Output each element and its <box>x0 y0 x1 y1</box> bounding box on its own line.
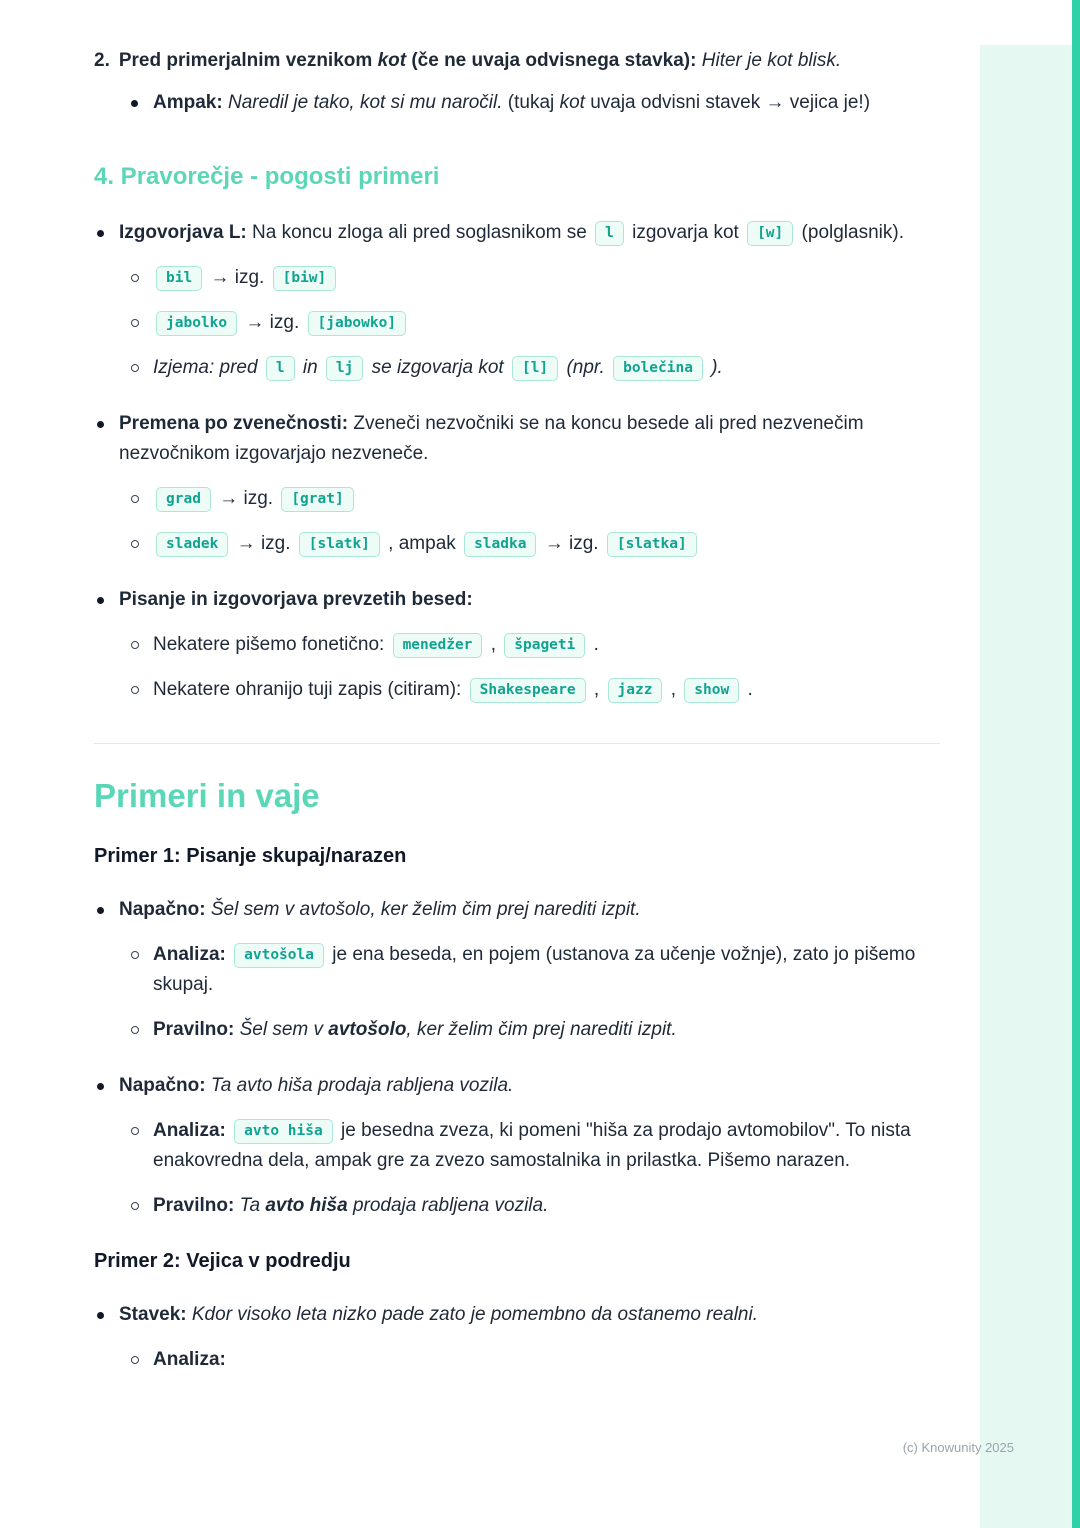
subbullet-grad <box>128 484 940 514</box>
subbullet-pravilno1 <box>128 1015 940 1045</box>
circle-bullet-icon <box>131 495 139 503</box>
subbullet-pravilno2-text: Pravilno: Ta avto hiša prodaja rabljena vozila. <box>153 1195 549 1216</box>
subheading-primer2: Primer 2: Vejica v podredju <box>94 1250 351 1272</box>
bullet-premena <box>94 409 940 469</box>
subbullet-jabolko <box>128 308 940 338</box>
subbullet-bil <box>128 263 940 293</box>
circle-bullet-icon <box>131 274 139 282</box>
bullet-izgovorjava-text: Izgovorjava L: Na koncu zloga ali pred soglasnikom se l izgovarja kot [w] (polglasnik). <box>119 218 940 248</box>
subheading-primer1: Primer 1: Pisanje skupaj/narazen <box>94 845 407 867</box>
right-margin-panel <box>980 45 1072 1528</box>
ordered-item-text: Pred primerjalnim veznikom kot (če ne uvaja odvisnega stavka): Hiter je kot blisk. <box>118 50 842 71</box>
bullet-napacno1 <box>94 895 940 925</box>
bullet-ampak <box>128 88 940 118</box>
bullet-icon <box>97 421 104 428</box>
bullet-napacno2-text: Napačno: Ta avto hiša prodaja rabljena vozila. <box>119 1075 514 1096</box>
circle-bullet-icon <box>131 641 139 649</box>
bullet-icon <box>97 1083 104 1090</box>
subbullet-analiza3 <box>128 1345 940 1375</box>
subbullet-tuji-text: Nekatere ohranijo tuji zapis (citiram): Shakespeare , jazz , show . <box>153 675 940 705</box>
page-heading-primeri: Primeri in vaje <box>94 777 320 814</box>
circle-bullet-icon <box>131 364 139 372</box>
bullet-icon <box>97 1312 104 1319</box>
circle-bullet-icon <box>131 1026 139 1034</box>
ordered-item-2 <box>94 46 940 76</box>
bullet-stavek-text: Stavek: Kdor visoko leta nizko pade zato je pomembno da ostanemo realni. <box>119 1304 759 1325</box>
bullet-icon <box>97 230 104 237</box>
circle-bullet-icon <box>131 1202 139 1210</box>
bullet-stavek <box>94 1300 940 1330</box>
bullet-pisanje <box>94 585 940 615</box>
subbullet-analiza1-text: Analiza: avtošola je ena beseda, en pojem (ustanova za učenje vožnje), zato jo pišemo skupaj. <box>153 944 916 995</box>
bullet-icon <box>131 100 138 107</box>
bullet-napacno2 <box>94 1071 940 1101</box>
right-edge-strip <box>1072 0 1080 1528</box>
subbullet-grad-text: grad → izg. [grat] <box>153 484 940 514</box>
circle-bullet-icon <box>131 1127 139 1135</box>
bullet-izgovorjava <box>94 218 940 248</box>
subbullet-analiza2 <box>128 1116 940 1176</box>
circle-bullet-icon <box>131 686 139 694</box>
subbullet-izjema-text: Izjema: pred l in lj se izgovarja kot [l] (npr. bolečina ). <box>153 353 940 383</box>
bullet-icon <box>97 907 104 914</box>
circle-bullet-icon <box>131 319 139 327</box>
circle-bullet-icon <box>131 1356 139 1364</box>
circle-bullet-icon <box>131 540 139 548</box>
subbullet-analiza3-text: Analiza: <box>153 1349 226 1370</box>
subbullet-sladek-text: sladek → izg. [slatk] , ampak sladka → izg. [slatka] <box>153 529 940 559</box>
subbullet-bil-text: bil → izg. [biw] <box>153 263 940 293</box>
bullet-icon <box>97 597 104 604</box>
footer-credit: (c) Knowunity 2025 <box>902 1440 1014 1455</box>
section-heading-pravorecje: 4. Pravorečje - pogosti primeri <box>94 163 440 190</box>
bullet-napacno1-text: Napačno: Šel sem v avtošolo, ker želim čim prej narediti izpit. <box>119 899 641 920</box>
subbullet-pravilno1-text: Pravilno: Šel sem v avtošolo, ker želim čim prej narediti izpit. <box>153 1019 677 1040</box>
bullet-pisanje-text: Pisanje in izgovorjava prevzetih besed: <box>119 589 473 610</box>
circle-bullet-icon <box>131 951 139 959</box>
subbullet-foneticno-text: Nekatere pišemo fonetično: menedžer , špageti . <box>153 630 940 660</box>
bullet-premena-text: Premena po zvenečnosti: Zveneči nezvočniki se na koncu besede ali pred nezvenečim nezvočnikom izgovarjajo nezveneče. <box>119 413 864 464</box>
subbullet-analiza1 <box>128 940 940 1000</box>
subbullet-foneticno <box>128 630 940 660</box>
bullet-ampak-text: Ampak: Naredil je tako, kot si mu naročil. (tukaj kot uvaja odvisni stavek → vejica je!) <box>153 92 871 113</box>
subbullet-sladek <box>128 529 940 559</box>
subbullet-jabolko-text: jabolko → izg. [jabowko] <box>153 308 940 338</box>
subbullet-izjema <box>128 353 940 383</box>
subbullet-pravilno2 <box>128 1191 940 1221</box>
subbullet-tuji <box>128 675 940 705</box>
section-divider <box>94 743 940 744</box>
subbullet-analiza2-text: Analiza: avto hiša je besedna zveza, ki pomeni "hiša za prodajo avtomobilov". To nista enakovredna dela, ampak gre za zvezo samostalnika in prilastka. Pišemo narazen. <box>153 1120 911 1171</box>
ordered-item-number: 2. <box>94 50 110 71</box>
